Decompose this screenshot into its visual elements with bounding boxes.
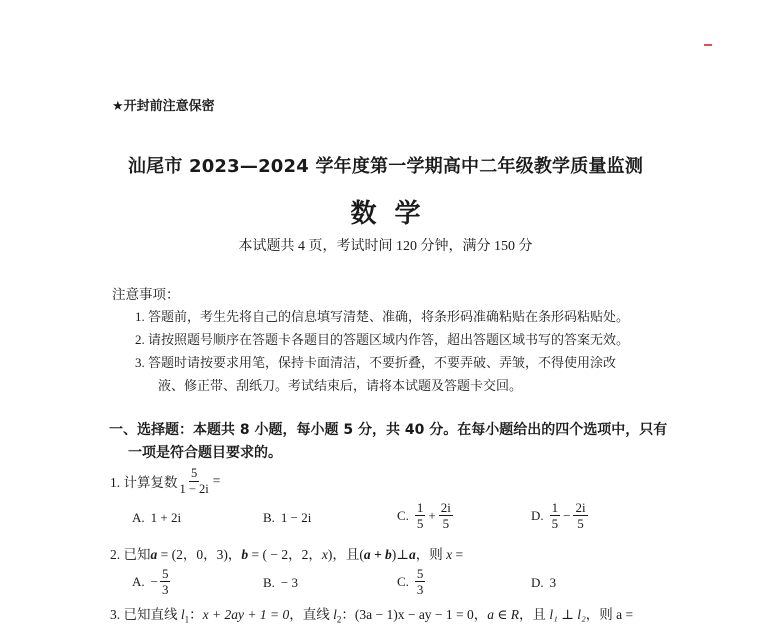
q2-a-num: 5 — [161, 566, 169, 581]
q2-text-1: 已知 — [123, 547, 151, 562]
notes-heading: 注意事项： — [112, 287, 180, 302]
q2-option-a — [132, 567, 170, 596]
q3-condition: a ∈ R — [487, 607, 520, 622]
q1-frac-denominator: 1 − 2i — [179, 481, 209, 496]
q2-option-a-label: A. — [132, 573, 145, 589]
q3-text-3: ，直线 — [289, 607, 334, 622]
q2-text-6: ，则 — [415, 547, 447, 562]
q2-text-7: = — [452, 547, 464, 562]
q1-option-d-frac1 — [550, 501, 561, 530]
q1-option-a — [132, 510, 181, 526]
q1-option-b-label: B. — [263, 510, 275, 525]
q2-text-4: )，且( — [327, 547, 364, 562]
q1-frac-numerator: 5 — [191, 466, 198, 480]
q1-c-op: + — [428, 507, 436, 523]
q2-vector-b: b — [241, 547, 249, 562]
q1-option-d — [531, 501, 588, 530]
exam-info: 本试题共 4 页，考试时间 120 分钟，满分 150 分 — [238, 239, 533, 254]
q1-c-d1: 5 — [416, 516, 424, 531]
q1-option-c-frac1 — [415, 501, 426, 530]
q3-text-5: ，且 — [519, 607, 550, 622]
note-item-1: 1. 答题前，考生先将自己的信息填写清楚、准确，将条形码准确粘贴在条形码粘贴处。 — [135, 309, 630, 324]
q1-c-d2: 5 — [442, 516, 450, 531]
section-heading-line2: 一项是符合题目要求的。 — [128, 445, 282, 461]
q2-c-num: 5 — [416, 566, 424, 581]
q2-var-x: x — [321, 547, 328, 562]
q2-option-d-label: D. — [531, 575, 544, 590]
note-item-2: 2. 请按照题号顺序在答题卡各题目的答题区域内作答，超出答题区域书写的答案无效。 — [135, 332, 630, 347]
q3-text-4: ：(3a − 1)x − ay − 1 = 0， — [341, 607, 488, 622]
q1-option-c-frac2 — [439, 501, 453, 530]
q3-line-l1: l — [180, 607, 185, 622]
q1-c-n1: 1 — [416, 500, 424, 515]
q3-text-6: ，则 a = — [585, 607, 634, 622]
q1-fraction — [178, 467, 211, 495]
note-item-3: 3. 答题时请按要求用笔，保持卡面清洁，不要折叠，不要弄破、弄皱，不得使用涂改 — [135, 355, 617, 370]
note-item-3-cont: 液、修正带、刮纸刀。考试结束后，请将本试题及答题卡交回。 — [158, 378, 523, 393]
q2-option-c — [397, 567, 425, 596]
q2-vector-a: a — [150, 547, 158, 562]
q2-option-b — [263, 575, 298, 591]
scan-mark — [704, 44, 712, 46]
q1-suffix: = — [212, 473, 221, 488]
q1-d-n1: 1 — [551, 500, 559, 515]
q2-text-5: )⊥ — [391, 547, 409, 562]
q2-number: 2. — [110, 547, 121, 562]
secrecy-notice: ★开封前注意保密 — [112, 99, 215, 114]
q2-option-b-label: B. — [263, 575, 275, 590]
question-1-stem — [110, 467, 220, 495]
q2-vector-sum: a + b — [363, 547, 392, 562]
q2-option-a-frac — [160, 567, 171, 596]
question-2-stem — [110, 543, 463, 563]
q2-vector-a-2: a — [409, 547, 416, 562]
q1-option-b-text: 1 − 2i — [280, 510, 312, 525]
q3-text-2: ： — [189, 607, 203, 622]
q2-option-c-frac — [415, 567, 426, 596]
q2-a-den: 3 — [161, 582, 169, 597]
q1-option-b — [263, 510, 311, 526]
q1-option-a-text: 1 + 2i — [150, 510, 182, 525]
q1-option-c-label: C. — [397, 507, 409, 523]
q2-text-3: = ( − 2，2， — [248, 547, 322, 562]
q1-option-c — [397, 501, 453, 530]
q3-text-1: 已知直线 — [123, 607, 181, 622]
q2-option-d-text: 3 — [549, 575, 557, 590]
q2-option-a-sign: − — [150, 573, 158, 589]
q3-line-l2: l — [333, 607, 337, 622]
q3-number: 3. — [110, 607, 121, 622]
q2-var-x-2: x — [446, 547, 453, 562]
q2-text-2: = (2，0，3)， — [157, 547, 242, 562]
subject-title: 数 学 — [350, 199, 421, 229]
q1-d-n2: 2i — [575, 500, 586, 515]
q3-equation-1: x + 2ay + 1 = 0 — [202, 607, 290, 622]
q2-option-b-text: − 3 — [280, 575, 299, 590]
q1-prefix: 1. 计算复数 — [110, 475, 178, 490]
q1-d-d1: 5 — [551, 516, 559, 531]
q1-option-d-label: D. — [531, 507, 544, 523]
q2-c-den: 3 — [416, 582, 424, 597]
q2-option-c-label: C. — [397, 573, 409, 589]
q3-line-l2-sub: 2 — [336, 614, 342, 625]
q3-line-l1-sub: 1 — [184, 614, 190, 625]
q1-c-n2: 2i — [440, 500, 451, 515]
q1-d-d2: 5 — [577, 516, 584, 531]
section-heading-line1: 一、选择题：本题共 8 小题，每小题 5 分，共 40 分。在每小题给出的四个选项中，只有 — [109, 422, 668, 438]
q2-option-d — [531, 575, 556, 591]
exam-title: 汕尾市 2023—2024 学年度第一学期高中二年级教学质量监测 — [127, 156, 644, 177]
q1-d-op: − — [563, 507, 571, 523]
question-3-stem — [110, 603, 633, 625]
q3-perpendicular: l₁ ⊥ l₂ — [549, 607, 586, 622]
q1-option-d-frac2 — [573, 501, 587, 530]
q1-option-a-label: A. — [132, 510, 145, 525]
